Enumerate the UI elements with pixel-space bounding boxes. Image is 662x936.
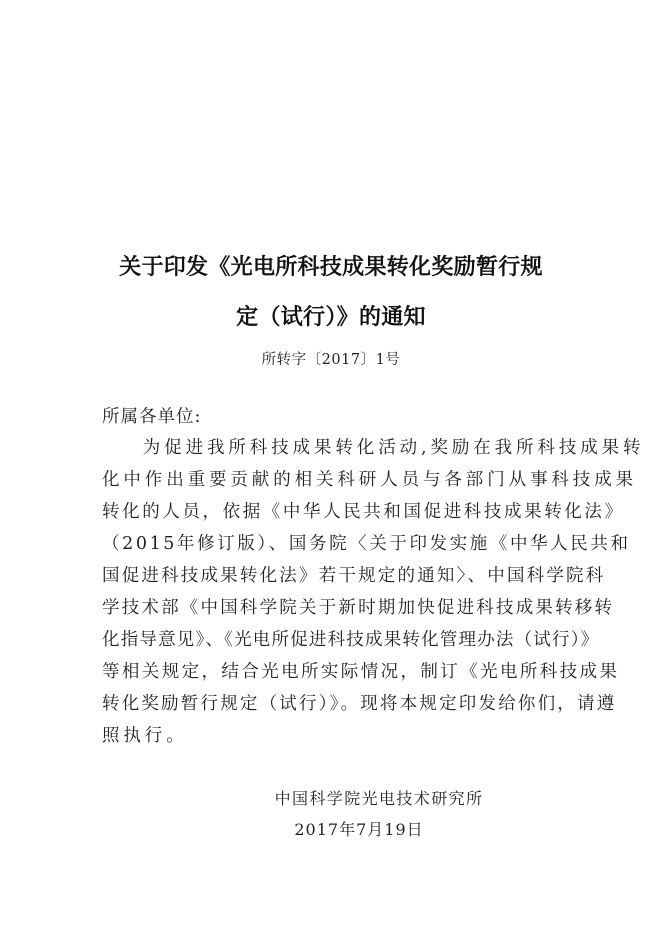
- document-title-line-2: 定（试行）》的通知: [236, 305, 426, 330]
- body-line-6: 学技术部《中国科学院关于新时期加快促进科技成果转移转: [102, 598, 615, 618]
- body-line-1: 为促进我所科技成果转化活动,奖励在我所科技成果转: [100, 438, 645, 458]
- body-line-5: 国促进科技成果转化法》若干规定的通知〉、中国科学院科: [102, 566, 606, 586]
- signature-date: 2017年7月19日: [294, 820, 424, 839]
- body-line-8: 等相关规定，结合光电所实际情况，制订《光电所科技成果: [102, 662, 620, 682]
- body-line-9: 转化奖励暂行规定（试行）》。现将本规定印发给你们，请遵: [102, 694, 617, 714]
- body-line-3: 转化的人员，依据《中华人民共和国促进科技成果转化法》: [102, 502, 625, 522]
- body-line-7: 化指导意见》、《光电所促进科技成果转化管理办法（试行）》: [102, 630, 600, 650]
- document-title-line-1: 关于印发《光电所科技成果转化奖励暂行规: [119, 255, 543, 280]
- signature-organization: 中国科学院光电技术研究所: [274, 789, 484, 808]
- document-number: 所转字〔2017〕1号: [261, 352, 401, 368]
- body-line-2: 化中作出重要贡献的相关科研人员与各部门从事科技成果: [102, 470, 637, 490]
- salutation: 所属各单位:: [102, 407, 202, 427]
- body-line-4: （2015年修订版）、国务院〈关于印发实施《中华人民共和: [102, 534, 631, 554]
- body-line-10: 照执行。: [102, 726, 188, 746]
